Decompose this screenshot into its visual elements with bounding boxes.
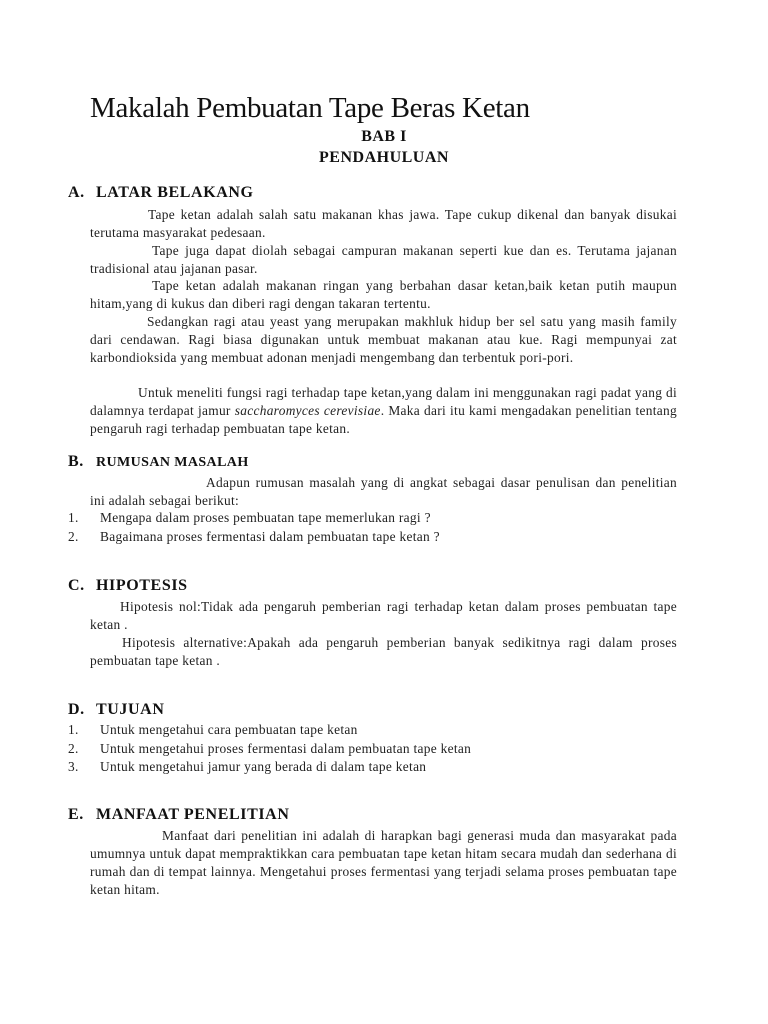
section-d-heading [68, 701, 165, 719]
chapter-number: BAB I [361, 128, 407, 145]
paragraph: Adapun rumusan masalah yang di angkat sebagai dasar penulisan dan penelitian ini adalah sebagai berikut: [90, 475, 677, 508]
list-item: 2. Bagaimana proses fermentasi dalam pembuatan tape ketan ? [68, 528, 440, 544]
chapter-title: PENDAHULUAN [319, 149, 449, 166]
section-title: MANFAAT PENELITIAN [96, 806, 290, 823]
document-title: Makalah Pembuatan Tape Beras Ketan [90, 92, 530, 124]
section-title: HIPOTESIS [96, 577, 188, 594]
paragraph: Tape ketan adalah makanan ringan yang berbahan dasar ketan,baik ketan putih maupun hitam,yang di kukus dan diberi ragi dengan takaran tertentu. [90, 278, 677, 311]
section-e-heading [68, 806, 289, 824]
list-item: 1. Mengapa dalam proses pembuatan tape memerlukan ragi ? [68, 510, 431, 525]
list-item: 3. Untuk mengetahui jamur yang berada di dalam tape ketan [68, 759, 427, 774]
section-letter: D. [68, 701, 85, 718]
section-letter: E. [68, 806, 84, 823]
paragraph: Hipotesis alternative:Apakah ada pengaruh pemberian banyak sedikitnya ragi dalam proses pembuatan tape ketan . [90, 635, 677, 668]
section-title: LATAR BELAKANG [96, 184, 254, 201]
section-title: TUJUAN [96, 701, 165, 718]
problem-list [68, 509, 688, 546]
species-name: saccharomyces cerevisiae [234, 402, 381, 418]
paragraph: Sedangkan ragi atau yeast yang merupakan makhluk hidup ber sel satu yang masih family dari cendawan. Ragi biasa digunakan untuk membuat makanan atau kue. Ragi mempunyai zat karbondioksida yang membuat adonan menjadi mengembang dan terbentuk pori-pori. [90, 314, 677, 365]
section-title: RUMUSAN MASALAH [96, 455, 249, 470]
section-a-heading [68, 184, 254, 202]
paragraph: Hipotesis nol:Tidak ada pengaruh pemberian ragi terhadap ketan dalam proses pembuatan tape ketan . [90, 599, 677, 632]
list-item: 1. Untuk mengetahui cara pembuatan tape ketan [68, 722, 358, 737]
section-letter: A. [68, 184, 85, 201]
section-b-heading [68, 453, 249, 471]
list-item: 2. Untuk mengetahui proses fermentasi dalam pembuatan tape ketan [68, 740, 472, 756]
paragraph: Untuk meneliti fungsi ragi terhadap tape ketan,yang dalam ini menggunakan ragi padat yang di dalamnya terdapat jamur saccharomyces cerevisiae. Maka dari itu kami mengadakan penelitian tentang pengaruh ragi terhadap pembuatan tape ketan. [90, 385, 677, 436]
paragraph: Manfaat dari penelitian ini adalah di harapkan bagi generasi muda dan masyarakat pada umumnya untuk dapat mempraktikkan cara pembuatan tape ketan hitam secara mudah dan sederhana di rumah dan di tempat lainnya. Mengetahui proses fermentasi yang terjadi selama proses pembuatan tape ketan hitam. [90, 828, 677, 897]
paragraph: Tape juga dapat diolah sebagai campuran makanan seperti kue dan es. Terutama jajanan tradisional atau jajanan pasar. [90, 243, 677, 276]
section-letter: C. [68, 577, 85, 594]
section-letter: B. [68, 453, 84, 470]
objective-list [68, 721, 688, 777]
section-c-heading [68, 577, 188, 595]
paragraph: Tape ketan adalah salah satu makanan khas jawa. Tape cukup dikenal dan banyak disukai terutama masyarakat pedesaan. [90, 207, 677, 240]
